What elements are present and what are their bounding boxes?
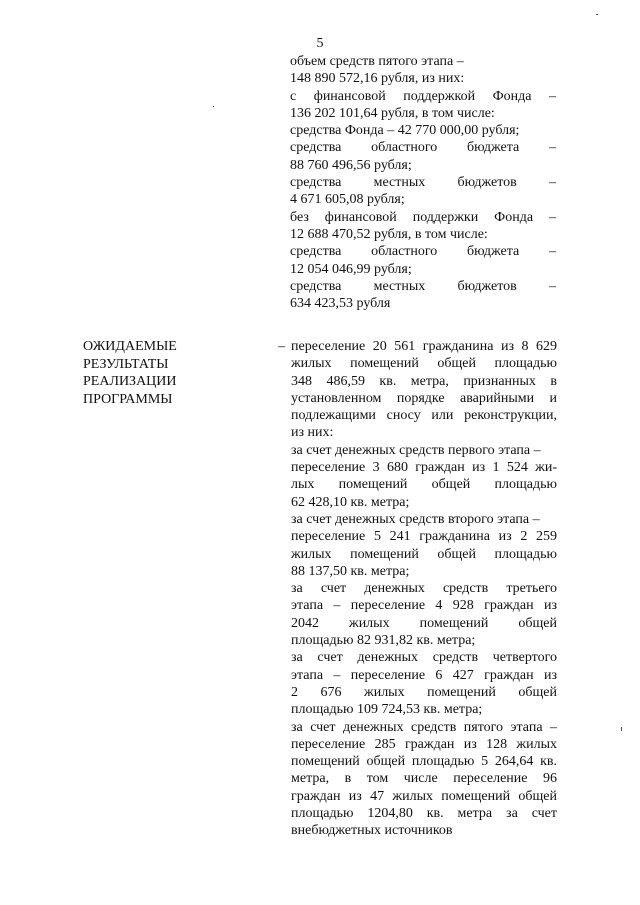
- funding-line: средства областного бюджета –: [290, 244, 556, 260]
- page-number: 5: [316, 36, 324, 51]
- results-line: помещений общей площадью 5 264,64 кв.: [291, 754, 557, 770]
- heading-line: ПРОГРАММЫ: [83, 391, 173, 407]
- results-line: 62 428,10 кв. метра;: [291, 494, 410, 510]
- funding-line: 148 890 572,16 рубля, из них:: [290, 71, 465, 87]
- results-dash: –: [278, 339, 285, 354]
- scan-speck: [621, 727, 622, 731]
- expected-results-text: [291, 338, 557, 840]
- results-line: площадью 82 931,82 кв. метра;: [291, 633, 476, 649]
- funding-details: [290, 53, 556, 312]
- scan-speck: [213, 106, 214, 107]
- results-line: жилых помещений общей площадью: [291, 356, 557, 372]
- funding-line: 136 202 101,64 рубля, в том числе:: [290, 105, 495, 121]
- results-line: 2042 жилых помещений общей: [291, 615, 557, 631]
- results-line: жилых помещений общей площадью: [291, 546, 557, 562]
- results-line: площадью 1204,80 кв. метра за счет: [291, 806, 557, 822]
- scan-speck: [596, 14, 598, 15]
- expected-results-heading: [83, 338, 243, 408]
- funding-line: 634 423,53 рубля: [290, 296, 391, 312]
- funding-line: средства Фонда – 42 770 000,00 рубля;: [290, 123, 520, 139]
- results-line: переселение 285 граждан из 128 жилых: [291, 736, 557, 752]
- funding-line: 12 054 046,99 рубля;: [290, 261, 412, 277]
- results-line: граждан из 47 жилых помещений общей: [291, 788, 557, 804]
- results-line: из них:: [291, 425, 334, 441]
- results-line: 348 486,59 кв. метра, признанных в: [291, 373, 557, 389]
- funding-line: 4 671 605,08 рубля;: [290, 192, 405, 208]
- results-line: за счет денежных средств первого этапа –: [291, 442, 541, 458]
- results-line: переселение 5 241 гражданина из 2 259: [291, 529, 557, 545]
- results-line: за счет денежных средств четвертого: [291, 650, 557, 666]
- heading-line: РЕЗУЛЬТАТЫ: [83, 356, 169, 372]
- results-line: 88 137,50 кв. метра;: [291, 563, 410, 579]
- results-line: площадью 109 724,53 кв. метра;: [291, 702, 483, 718]
- funding-line: объем средств пятого этапа –: [290, 54, 464, 69]
- funding-line: средства областного бюджета –: [290, 140, 556, 156]
- heading-line: РЕАЛИЗАЦИИ: [83, 374, 177, 390]
- funding-line: средства местных бюджетов –: [290, 278, 556, 294]
- funding-line: без финансовой поддержки Фонда –: [290, 209, 556, 225]
- results-line: установленном порядке аварийными и: [291, 390, 557, 406]
- results-line: этапа – переселение 4 928 граждан из: [291, 598, 557, 614]
- heading-line: ОЖИДАЕМЫЕ: [83, 339, 177, 354]
- results-line: переселение 3 680 граждан из 1 524 жи-: [291, 460, 557, 476]
- results-line: за счет денежных средств пятого этапа –: [291, 719, 557, 735]
- results-line: за счет денежных средств второго этапа –: [291, 511, 540, 527]
- results-line: метра, в том числе переселение 96: [291, 771, 557, 787]
- results-line: внебюджетных источников: [291, 823, 453, 839]
- results-line: лых помещений общей площадью: [291, 477, 557, 493]
- funding-line: 12 688 470,52 рубля, в том числе:: [290, 226, 488, 242]
- results-line: переселение 20 561 гражданина из 8 629: [291, 339, 557, 354]
- results-line: 2 676 жилых помещений общей: [291, 684, 557, 700]
- results-line: подлежащими сносу или реконструкции,: [291, 408, 557, 424]
- funding-line: с финансовой поддержкой Фонда –: [290, 88, 556, 104]
- results-line: за счет денежных средств третьего: [291, 581, 557, 597]
- funding-line: средства местных бюджетов –: [290, 175, 556, 191]
- funding-line: 88 760 496,56 рубля;: [290, 157, 412, 173]
- results-line: этапа – переселение 6 427 граждан из: [291, 667, 557, 683]
